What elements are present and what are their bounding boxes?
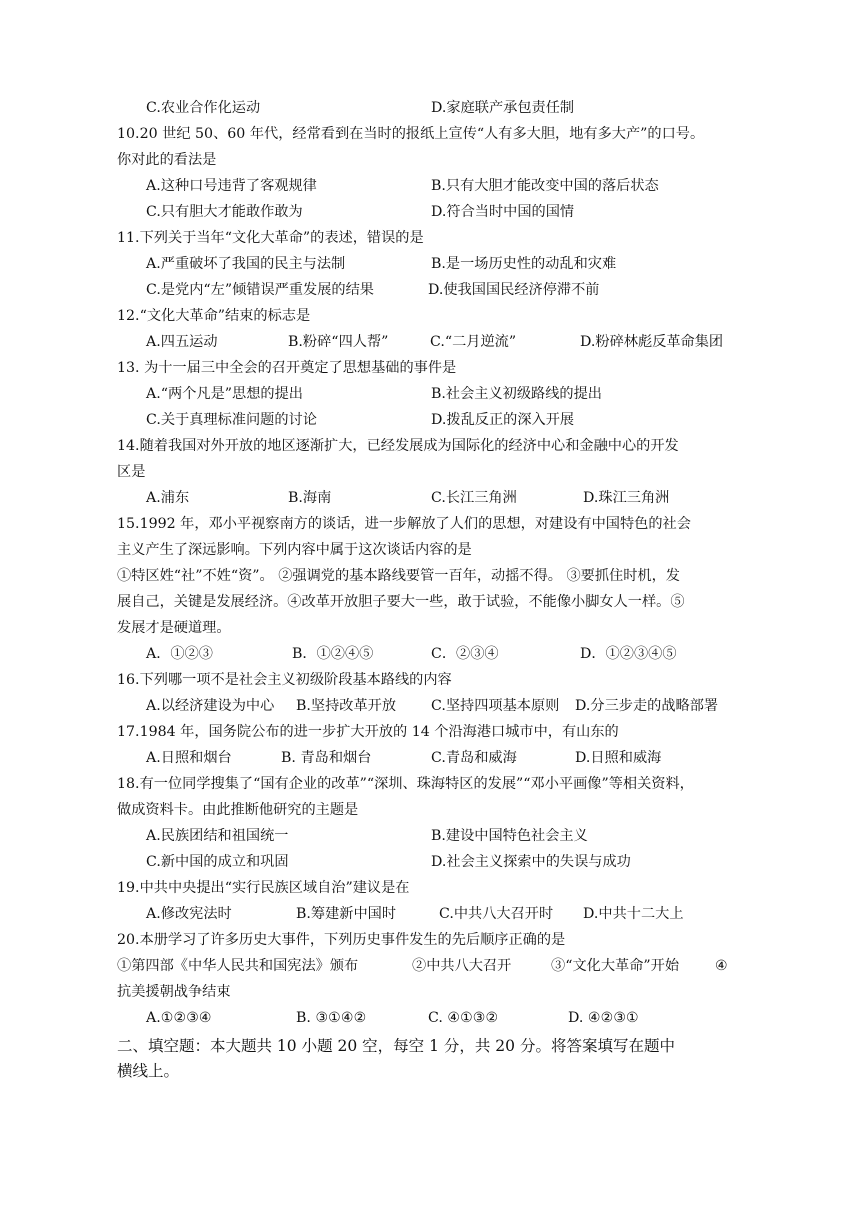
text-line: A.这种口号违背了客观规律 [146,178,317,194]
text-line: C.长江三角洲 [431,490,517,506]
text-line: 二、填空题：本大题共 10 小题 20 空，每空 1 分，共 20 分。将答案填写在题中 [117,1037,675,1055]
text-line: 14.随着我国对外开放的地区逐渐扩大，已经发展成为国际化的经济中心和金融中心的开发 [117,438,679,454]
text-line: 你对此的看法是 [117,152,217,168]
text-line: D.符合当时中国的国情 [431,204,575,220]
text-line: B.海南 [288,490,332,506]
text-line: D.家庭联产承包责任制 [431,100,575,116]
text-line: C.是党内“左”倾错误严重发展的结果 [146,282,374,298]
text-line: C.青岛和威海 [431,750,517,766]
text-line: B.粉碎“四人帮” [288,334,389,350]
text-line: A.民族团结和祖国统一 [146,828,289,844]
text-line: D.拨乱反正的深入开展 [431,412,575,428]
text-line: D.珠江三角洲 [583,490,670,506]
text-line: C.坚持四项基本原则 [431,698,560,714]
text-line: D.社会主义探索中的失误与成功 [431,854,631,870]
text-line: A.①②③④ [146,1010,212,1026]
text-line: A.“两个凡是”思想的提出 [146,386,303,402]
text-line: A.四五运动 [146,334,218,350]
text-line: C.中共八大召开时 [439,906,554,922]
text-line: 主义产生了深远影响。下列内容中属于这次谈话内容的是 [117,542,472,558]
text-line: B.坚持改革开放 [296,698,397,714]
text-line: C．②③④ [431,646,499,662]
text-line: ①特区姓“社”不姓“资”。 ②强调党的基本路线要管一百年，动摇不得。 ③要抓住时机，发 [117,568,680,584]
text-line: C.新中国的成立和巩固 [146,854,289,870]
text-line: A．①②③ [146,646,213,662]
text-line: 15.1992 年，邓小平视察南方的谈话，进一步解放了人们的思想，对建设有中国特色的社会 [117,516,691,532]
text-line: ②中共八大召开 [412,958,512,974]
text-line: D.日照和威海 [575,750,662,766]
text-line: 19.中共中央提出“实行民族区域自治”建议是在 [117,880,410,896]
text-line: B．①②④⑤ [292,646,374,662]
text-line: A.修改宪法时 [146,906,232,922]
text-line: 13. 为十一届三中全会的召开奠定了思想基础的事件是 [117,360,457,376]
text-line: C.“二月逆流” [430,334,517,350]
text-line: 16.下列哪一项不是社会主义初级阶段基本路线的内容 [117,672,452,688]
text-line: C.只有胆大才能敢作敢为 [146,204,303,220]
text-line: 20.本册学习了许多历史大事件，下列历史事件发生的先后顺序正确的是 [117,932,566,948]
text-line: C.农业合作化运动 [146,100,261,116]
text-line: C. ④①③② [428,1010,499,1026]
text-line: B.是一场历史性的动乱和灾难 [431,256,617,272]
text-line: B.只有大胆才能改变中国的落后状态 [431,178,659,194]
text-line: D.使我国国民经济停滞不前 [428,282,600,298]
text-line: 11.下列关于当年“文化大革命”的表述，错误的是 [117,230,424,246]
text-line: ④ [715,958,728,974]
text-line: 17.1984 年，国务院公布的进一步扩大开放的 14 个沿海港口城市中，有山东的 [117,724,619,740]
text-line: ③“文化大革命”开始 [551,958,680,974]
text-line: 做成资料卡。由此推断他研究的主题是 [117,802,359,818]
text-line: 横线上。 [117,1062,180,1080]
text-line: D.分三步走的战略部署 [575,698,719,714]
text-line: A.日照和烟台 [146,750,232,766]
text-line: C.关于真理标准问题的讨论 [146,412,317,428]
text-line: B. ③①④② [296,1010,367,1026]
text-line: 展自己，关键是发展经济。④改革开放胆子要大一些，敢于试验，不能像小脚女人一样。⑤ [117,594,685,610]
text-line: A.严重破坏了我国的民主与法制 [146,256,346,272]
text-line: 10.20 世纪 50、60 年代，经常看到在当时的报纸上宣传“人有多大胆，地有多大产”的口号。 [117,126,705,142]
text-line: A.浦东 [146,490,190,506]
text-line: B.社会主义初级路线的提出 [431,386,602,402]
text-line: 18.有一位同学搜集了“国有企业的改革”“深圳、珠海特区的发展”“邓小平画像”等相关资料， [117,776,694,792]
text-line: 区是 [117,464,146,480]
text-line: ①第四部《中华人民共和国宪法》颁布 [117,958,359,974]
text-line: D．①②③④⑤ [580,646,677,662]
text-line: A.以经济建设为中心 [146,698,275,714]
text-line: 12.“文化大革命”结束的标志是 [117,308,311,324]
text-line: 抗美援朝战争结束 [117,984,231,1000]
text-line: 发展才是硬道理。 [117,620,231,636]
text-line: D. ④②③① [568,1010,639,1026]
text-line: B.筹建新中国时 [296,906,397,922]
text-line: D.粉碎林彪反革命集团 [580,334,724,350]
text-line: D.中共十二大上 [583,906,684,922]
text-line: B. 青岛和烟台 [281,750,372,766]
text-line: B.建设中国特色社会主义 [431,828,588,844]
